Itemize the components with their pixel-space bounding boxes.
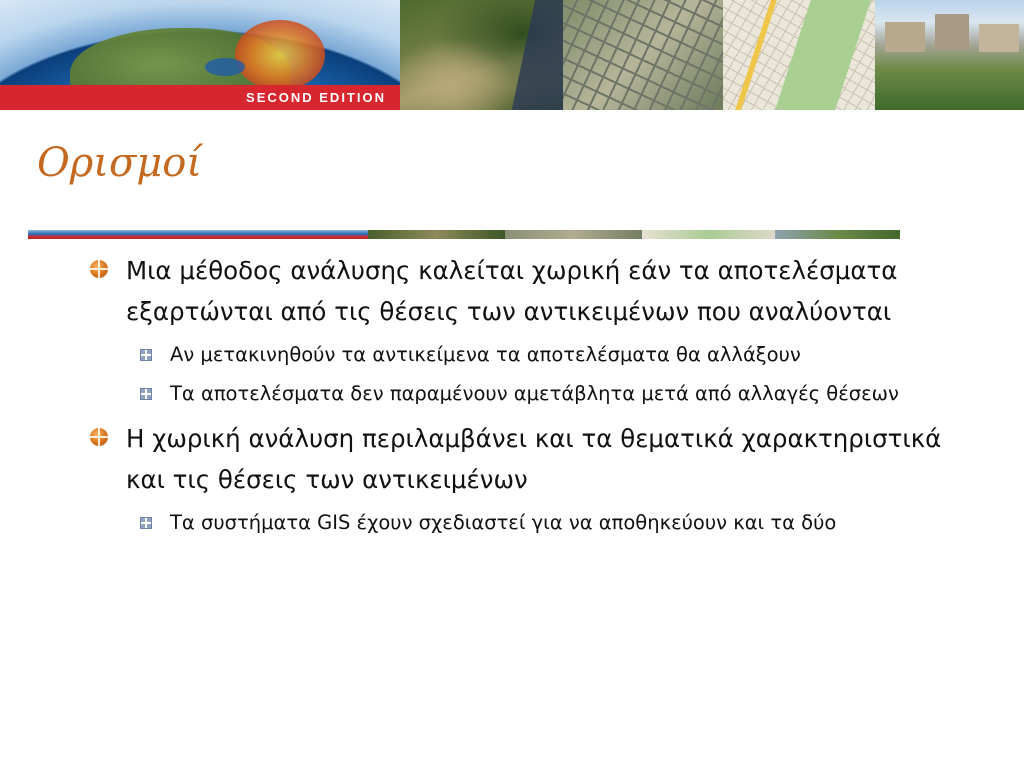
title-divider — [28, 230, 900, 239]
bullet-item — [86, 418, 946, 500]
street-map-image — [723, 0, 875, 110]
bullet-text: Η χωρική ανάλυση περιλαμβάνει και τα θεματικά χαρακτηριστικά και τις θέσεις των αντικειμένων — [126, 424, 942, 494]
slide-title: Ορισμοί — [37, 140, 203, 186]
sub-bullet-item — [132, 338, 946, 371]
orange-compass-bullet-icon — [90, 260, 108, 278]
sub-bullet-item — [132, 506, 946, 539]
edition-bar — [0, 85, 400, 110]
sub-bullet-text: Αν μετακινηθούν τα αντικείμενα τα αποτελέσματα θα αλλάξουν — [170, 343, 801, 366]
city-3d-image — [875, 0, 1024, 110]
globe-image — [0, 0, 400, 110]
blue-square-plus-bullet-icon — [140, 517, 152, 529]
orange-compass-bullet-icon — [90, 428, 108, 446]
aerial-city-image — [563, 0, 723, 110]
blue-square-plus-bullet-icon — [140, 349, 152, 361]
header-banner — [0, 0, 1024, 110]
sub-bullet-item — [132, 377, 946, 410]
edition-label: SECOND EDITION — [246, 90, 386, 105]
sub-bullet-list — [86, 338, 946, 410]
blue-square-plus-bullet-icon — [140, 388, 152, 400]
sub-bullet-text: Τα συστήματα GIS έχουν σχεδιαστεί για να αποθηκεύουν και τα δύο — [170, 511, 837, 534]
bullet-text: Μια μέθοδος ανάλυσης καλείται χωρική εάν τα αποτελέσματα εξαρτώνται από τις θέσεις των αντικειμένων που αναλύονται — [126, 256, 898, 326]
sub-bullet-list — [86, 506, 946, 539]
bullet-item — [86, 250, 946, 332]
sub-bullet-text: Τα αποτελέσματα δεν παραμένουν αμετάβλητα μετά από αλλαγές θέσεων — [170, 382, 899, 405]
terrain-image — [400, 0, 563, 110]
bullet-list — [86, 250, 946, 547]
